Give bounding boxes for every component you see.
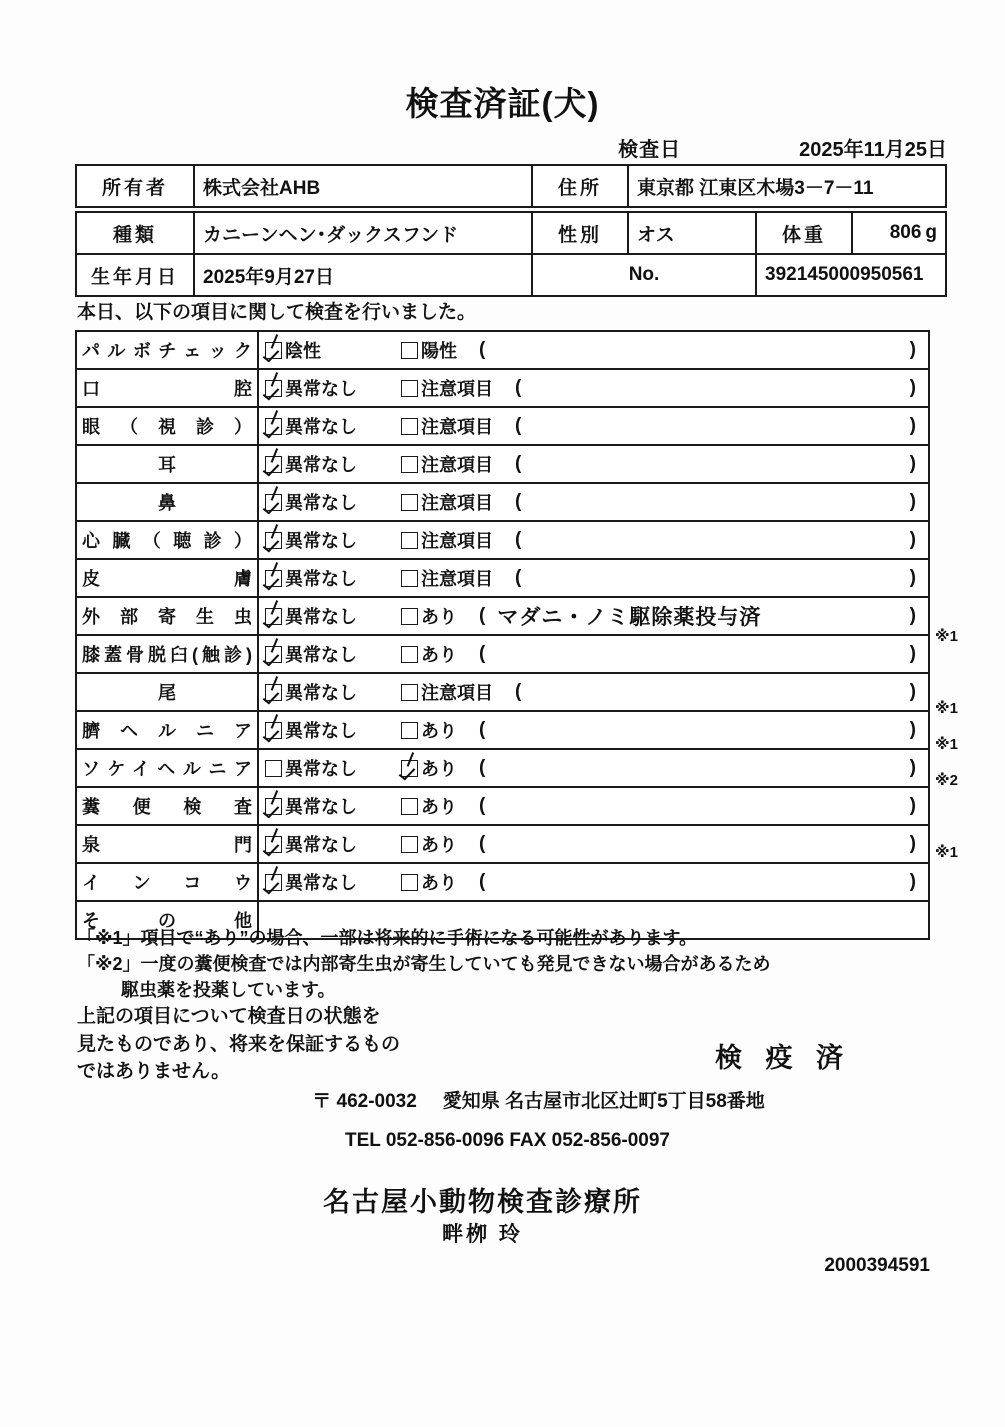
exam-date-row	[75, 133, 947, 161]
checkbox-option-normal[interactable]	[265, 679, 401, 705]
remark-paren-close: )	[909, 681, 916, 702]
checkbox-option-abnormal[interactable]	[401, 337, 457, 363]
checklist-options-cell	[258, 825, 929, 863]
footnotes-block	[77, 925, 957, 1003]
checklist-options-cell	[258, 369, 929, 407]
remark-paren-open: (	[479, 719, 486, 740]
checkbox-option-abnormal[interactable]	[401, 413, 493, 439]
checked-checkbox-icon[interactable]	[265, 684, 282, 701]
footnote-2-line-1: 「※2」一度の糞便検査では内部寄生虫が寄生していても発見できない場合があるため	[77, 954, 771, 975]
checkbox-option-abnormal[interactable]	[401, 869, 457, 895]
footnote-mark: ※1	[935, 844, 958, 861]
clinic-tel-fax: TEL 052-856-0096 FAX 052-856-0097	[345, 1130, 670, 1151]
checklist-row	[76, 863, 929, 901]
remark-note: マダニ・ノミ駆除薬投与済	[497, 606, 762, 629]
checkbox-option-normal[interactable]	[265, 451, 401, 477]
breed-value: カニーンヘン･ダックスフンド	[194, 212, 532, 254]
checklist-item-label: パルボチェック	[76, 331, 258, 369]
checklist-options-cell	[258, 445, 929, 483]
disclaimer-line-1: 上記の項目について検査日の状態を	[77, 1006, 381, 1027]
postal-code: 〒 462-0032	[312, 1091, 417, 1112]
checked-checkbox-icon[interactable]	[401, 760, 418, 777]
unchecked-checkbox-icon[interactable]	[401, 532, 418, 549]
checkbox-option-abnormal[interactable]	[401, 565, 493, 591]
option-label: 異常なし	[285, 835, 357, 855]
checklist-item-label: ソケイヘルニア	[76, 749, 258, 787]
footnote-mark: ※1	[935, 700, 958, 717]
option-label: 注意項目	[421, 417, 493, 437]
option-label: 注意項目	[421, 683, 493, 703]
checklist-options-cell	[258, 597, 929, 635]
checkbox-option-normal[interactable]	[265, 641, 401, 667]
option-label: 注意項目	[421, 493, 493, 513]
sex-label: 性別	[532, 212, 628, 254]
address-value: 東京都 江東区木場3－7－11	[628, 165, 946, 207]
footnote-mark: ※1	[935, 628, 958, 645]
option-label: 異常なし	[285, 493, 357, 513]
checklist-item-label: 心臓（聴診）	[76, 521, 258, 559]
checklist-item-label: 耳	[76, 445, 258, 483]
footnote-mark	[935, 330, 995, 366]
footnote-mark	[935, 870, 995, 906]
remark-paren-close: )	[909, 833, 916, 854]
unchecked-checkbox-icon[interactable]	[401, 874, 418, 891]
address-label: 住所	[532, 165, 628, 207]
disclaimer-block	[77, 1003, 507, 1086]
quarantine-stamp: 検 疫 済	[715, 1043, 852, 1073]
checked-checkbox-icon[interactable]	[265, 646, 282, 663]
sex-value: オス	[628, 212, 756, 254]
checklist-row	[76, 483, 929, 521]
checklist-item-label: 口 腔	[76, 369, 258, 407]
weight-unit: g	[925, 222, 937, 243]
checklist-options-cell	[258, 407, 929, 445]
checkbox-option-normal[interactable]	[265, 413, 401, 439]
option-label: 異常なし	[285, 645, 357, 665]
remark-paren-open: (	[515, 377, 522, 398]
checkbox-option-abnormal[interactable]	[401, 489, 493, 515]
checklist-options-cell	[258, 711, 929, 749]
footnote-mark	[935, 582, 995, 618]
checklist-row	[76, 711, 929, 749]
birthdate-value: 2025年9月27日	[194, 254, 532, 296]
checkbox-option-abnormal[interactable]	[401, 679, 493, 705]
checklist-item-label: 皮 膚	[76, 559, 258, 597]
option-label: 注意項目	[421, 531, 493, 551]
remark-paren-close: )	[909, 529, 916, 550]
checkbox-option-normal[interactable]	[265, 717, 401, 743]
option-label: 異常なし	[285, 607, 357, 627]
checklist-row	[76, 597, 929, 635]
checklist-item-label: 膝蓋骨脱臼(触診)	[76, 635, 258, 673]
option-label: 異常なし	[285, 873, 357, 893]
checkbox-option-abnormal[interactable]	[401, 527, 493, 553]
checklist-item-label: 外部寄生虫	[76, 597, 258, 635]
exam-date-label: 検査日	[618, 138, 682, 161]
unchecked-checkbox-icon[interactable]	[401, 646, 418, 663]
checkbox-option-normal[interactable]	[265, 489, 401, 515]
option-label: あり	[421, 873, 457, 893]
footnote-mark: ※2	[935, 772, 958, 789]
remark-paren-open: (	[515, 529, 522, 550]
remark-paren-open: (	[479, 605, 486, 626]
checklist-row	[76, 825, 929, 863]
checked-checkbox-icon[interactable]	[265, 380, 282, 397]
option-label: 陽性	[421, 341, 457, 361]
checkbox-option-abnormal[interactable]	[401, 451, 493, 477]
intro-text: 本日、以下の項目に関して検査を行いました。	[77, 302, 477, 323]
option-label: 注意項目	[421, 569, 493, 589]
unchecked-checkbox-icon[interactable]	[401, 380, 418, 397]
checklist-row	[76, 635, 929, 673]
remark-paren-open: (	[515, 453, 522, 474]
remark-paren-close: )	[909, 491, 916, 512]
unchecked-checkbox-icon[interactable]	[265, 760, 282, 777]
option-label: 注意項目	[421, 379, 493, 399]
checked-checkbox-icon[interactable]	[265, 836, 282, 853]
footnote-mark: ※1	[935, 736, 958, 753]
remark-paren-close: )	[909, 795, 916, 816]
unchecked-checkbox-icon[interactable]	[401, 418, 418, 435]
checklist-row	[76, 445, 929, 483]
option-label: 異常なし	[285, 683, 357, 703]
checked-checkbox-icon[interactable]	[265, 874, 282, 891]
owner-label: 所有者	[76, 165, 194, 207]
footnote-mark	[935, 366, 995, 402]
breed-label: 種類	[76, 212, 194, 254]
checklist-item-label: 尾	[76, 673, 258, 711]
unchecked-checkbox-icon[interactable]	[401, 722, 418, 739]
unchecked-checkbox-icon[interactable]	[401, 570, 418, 587]
checklist-options-cell	[258, 635, 929, 673]
checkbox-option-normal[interactable]	[265, 603, 401, 629]
footnote-mark	[935, 510, 995, 546]
checked-checkbox-icon[interactable]	[265, 608, 282, 625]
remark-paren-close: )	[909, 757, 916, 778]
checklist-item-label: その他	[76, 901, 258, 939]
checked-checkbox-icon[interactable]	[265, 494, 282, 511]
microchip-number-label: No.	[532, 254, 756, 296]
option-label: 陰性	[285, 341, 321, 361]
remark-paren-close: )	[909, 567, 916, 588]
checklist-options-cell	[258, 749, 929, 787]
option-label: 異常なし	[285, 455, 357, 475]
checklist-options-cell	[258, 331, 929, 369]
option-label: 異常なし	[285, 759, 357, 779]
checklist-item-label: 鼻	[76, 483, 258, 521]
checked-checkbox-icon[interactable]	[265, 722, 282, 739]
checklist-options-cell	[258, 787, 929, 825]
unchecked-checkbox-icon[interactable]	[401, 684, 418, 701]
checklist-options-cell	[258, 673, 929, 711]
checklist-item-label: 泉 門	[76, 825, 258, 863]
checklist-options-cell	[258, 559, 929, 597]
option-label: あり	[421, 797, 457, 817]
footnote-mark	[935, 654, 995, 690]
veterinarian-name: 畔栁 玲	[442, 1223, 523, 1246]
checked-checkbox-icon[interactable]	[265, 532, 282, 549]
option-label: 注意項目	[421, 455, 493, 475]
unchecked-checkbox-icon[interactable]	[401, 342, 418, 359]
option-label: 異常なし	[285, 797, 357, 817]
option-label: 異常なし	[285, 379, 357, 399]
checkbox-option-abnormal[interactable]	[401, 793, 457, 819]
checklist-options-cell	[258, 521, 929, 559]
checklist-row	[76, 331, 929, 369]
exam-date-value: 2025年11月25日	[799, 138, 947, 161]
option-label: あり	[421, 607, 457, 627]
remark-paren-open: (	[479, 871, 486, 892]
footnote-mark	[935, 474, 995, 510]
checked-checkbox-icon[interactable]	[265, 798, 282, 815]
animal-info-table	[75, 211, 947, 297]
remark-paren-open: (	[479, 757, 486, 778]
remark-paren-open: (	[515, 681, 522, 702]
option-label: あり	[421, 835, 457, 855]
checklist-row	[76, 521, 929, 559]
reference-number: 2000394591	[824, 1255, 930, 1276]
owner-value: 株式会社AHB	[194, 165, 532, 207]
inspection-checklist-table	[75, 330, 930, 940]
footnote-mark	[935, 438, 995, 474]
owner-info-table	[75, 164, 947, 208]
birthdate-label: 生年月日	[76, 254, 194, 296]
checklist-item-label: インコウ	[76, 863, 258, 901]
option-label: 異常なし	[285, 417, 357, 437]
checkbox-option-normal[interactable]	[265, 831, 401, 857]
remark-paren-open: (	[479, 339, 486, 360]
disclaimer-line-2: 見たものであり、将来を保証するもの	[77, 1033, 401, 1055]
checklist-item-label: 眼（視診）	[76, 407, 258, 445]
checked-checkbox-icon[interactable]	[265, 418, 282, 435]
remark-paren-open: (	[479, 833, 486, 854]
clinic-address: 愛知県 名古屋市北区辻町5丁目58番地	[442, 1091, 765, 1112]
checkbox-option-abnormal[interactable]	[401, 603, 457, 629]
footnote-mark	[935, 798, 995, 834]
remark-paren-close: )	[909, 415, 916, 436]
remark-paren-close: )	[909, 339, 916, 360]
remark-paren-open: (	[515, 567, 522, 588]
unchecked-checkbox-icon[interactable]	[401, 798, 418, 815]
unchecked-checkbox-icon[interactable]	[401, 494, 418, 511]
checkbox-option-normal[interactable]	[265, 375, 401, 401]
checklist-item-label: 糞便検査	[76, 787, 258, 825]
checklist-row	[76, 559, 929, 597]
checklist-row	[76, 407, 929, 445]
remark-paren-open: (	[479, 643, 486, 664]
remark-paren-close: )	[909, 605, 916, 626]
checkbox-option-abnormal[interactable]	[401, 831, 457, 857]
page-title: 検査済証(犬)	[405, 85, 600, 122]
checklist-options-cell	[258, 483, 929, 521]
unchecked-checkbox-icon[interactable]	[401, 608, 418, 625]
unchecked-checkbox-icon[interactable]	[401, 836, 418, 853]
unchecked-checkbox-icon[interactable]	[401, 456, 418, 473]
weight-value: 806	[889, 222, 922, 243]
clinic-address-line	[0, 1086, 1005, 1113]
checklist-row	[76, 369, 929, 407]
checklist-row	[76, 673, 929, 711]
option-label: あり	[421, 721, 457, 741]
remark-paren-open: (	[515, 415, 522, 436]
footnote-1: 「※1」項目で“あり”の場合、一部は将来的に手術になる可能性があります。	[77, 928, 698, 948]
option-label: 異常なし	[285, 569, 357, 589]
remark-paren-open: (	[515, 491, 522, 512]
checklist-options-cell	[258, 863, 929, 901]
remark-paren-close: )	[909, 377, 916, 398]
checked-checkbox-icon[interactable]	[265, 342, 282, 359]
footnote-mark	[935, 546, 995, 582]
table-row	[76, 165, 946, 207]
checkbox-option-abnormal[interactable]	[401, 375, 493, 401]
checklist-row	[76, 749, 929, 787]
option-label: あり	[421, 645, 457, 665]
option-label: あり	[421, 759, 457, 779]
table-row	[76, 254, 946, 296]
remark-paren-open: (	[479, 795, 486, 816]
remark-paren-close: )	[909, 453, 916, 474]
weight-cell	[852, 212, 946, 254]
remark-paren-close: )	[909, 719, 916, 740]
checkbox-option-abnormal[interactable]	[401, 755, 457, 781]
remark-paren-close: )	[909, 871, 916, 892]
checklist-row	[76, 787, 929, 825]
checklist-item-label: 臍ヘルニア	[76, 711, 258, 749]
option-label: 異常なし	[285, 721, 357, 741]
checkbox-option-normal[interactable]	[265, 527, 401, 553]
remark-paren-close: )	[909, 643, 916, 664]
footnote-marks-column	[935, 330, 995, 906]
checkbox-option-normal[interactable]	[265, 793, 401, 819]
checkbox-option-normal[interactable]	[265, 337, 401, 363]
footnote-2-line-2: 駆虫薬を投薬しています。	[121, 980, 336, 1001]
checkbox-option-abnormal[interactable]	[401, 641, 457, 667]
disclaimer-line-3: ではありません。	[77, 1061, 231, 1083]
option-label: 異常なし	[285, 531, 357, 551]
microchip-number-value: 392145000950561	[756, 254, 946, 296]
checked-checkbox-icon[interactable]	[265, 456, 282, 473]
table-row	[76, 212, 946, 254]
checkbox-option-normal[interactable]	[265, 869, 401, 895]
checked-checkbox-icon[interactable]	[265, 570, 282, 587]
clinic-name: 名古屋小動物検査診療所	[323, 1187, 642, 1217]
checkbox-option-abnormal[interactable]	[401, 717, 457, 743]
checkbox-option-normal[interactable]	[265, 755, 401, 781]
footnote-mark	[935, 402, 995, 438]
checkbox-option-normal[interactable]	[265, 565, 401, 591]
weight-label: 体重	[756, 212, 852, 254]
